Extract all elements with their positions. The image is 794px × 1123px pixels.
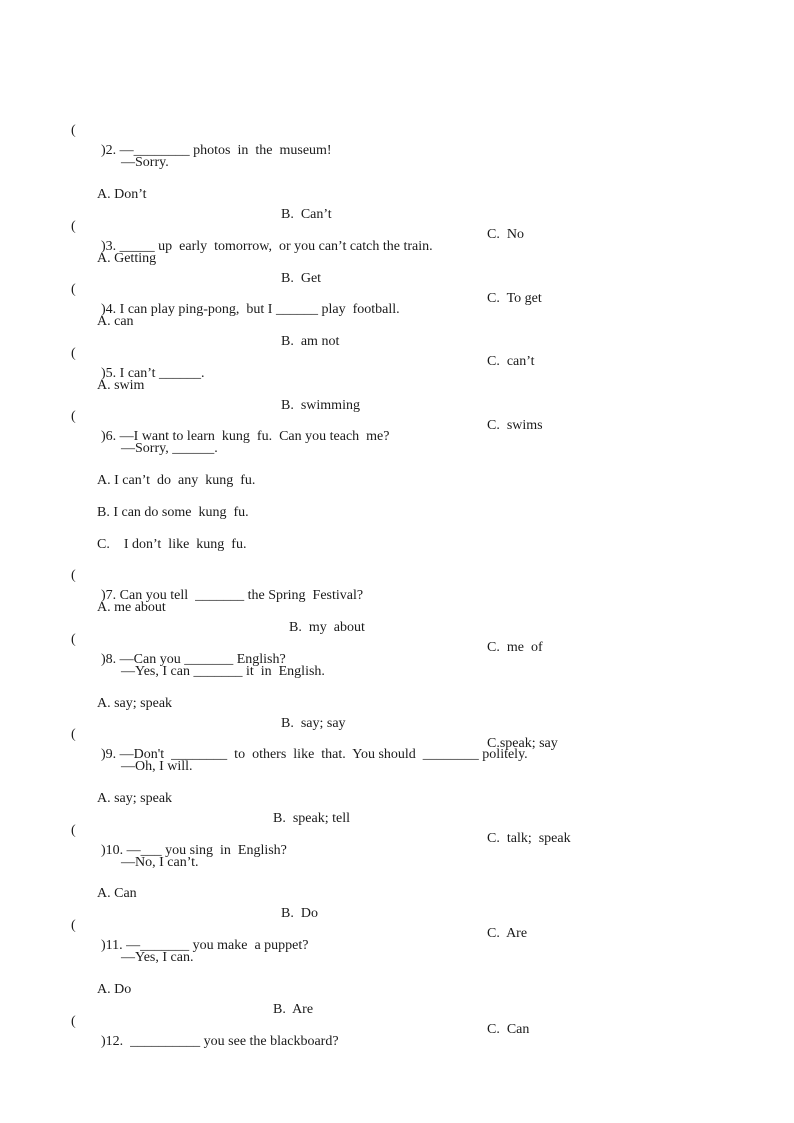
option-a: A. Getting: [97, 251, 157, 266]
answer-paren: (: [71, 918, 76, 933]
question-stem: )9. —Don't ________ to others like that. You should ________ politely.: [101, 747, 528, 762]
option-b: B. Get: [281, 271, 322, 286]
option-c: C.speak; say: [487, 736, 558, 751]
answer-paren: (: [71, 219, 76, 234]
option-c: C. Are: [487, 926, 528, 941]
option-a: A. say; speak: [97, 696, 173, 711]
question-8: [0, 610, 286, 667]
option-b: B. am not: [281, 334, 340, 349]
question-2-options: [0, 165, 524, 242]
question-7: [0, 546, 364, 603]
option-b: B. Are: [273, 1002, 314, 1017]
answer-paren: (: [71, 346, 76, 361]
question-6-option-c: [0, 515, 247, 552]
option-b: B. say; say: [281, 716, 346, 731]
question-2-reply: [0, 133, 169, 170]
question-10-options: [0, 864, 528, 941]
question-5: [0, 324, 205, 381]
question-stem: )2. —________ photos in the museum!: [101, 143, 332, 158]
option-b: B. swimming: [281, 398, 360, 413]
answer-paren: (: [71, 568, 76, 583]
dialogue-reply: —Sorry, ______.: [121, 441, 218, 456]
option-a: A. Can: [97, 886, 137, 901]
question-stem: )5. I can’t ______.: [101, 366, 205, 381]
dialogue-reply: —Oh, I will.: [121, 759, 193, 774]
answer-paren: (: [71, 632, 76, 647]
answer-paren: (: [71, 727, 76, 742]
question-11-reply: [0, 928, 194, 965]
option-b: B. Do: [281, 906, 318, 921]
option-c: C. can’t: [487, 354, 535, 369]
option-b: B. my about: [289, 620, 365, 635]
option-c: C. No: [487, 227, 524, 242]
dialogue-reply: —No, I can’t.: [121, 855, 199, 870]
question-stem: )8. —Can you _______ English?: [101, 652, 286, 667]
answer-paren: (: [71, 409, 76, 424]
question-6-reply: [0, 419, 218, 456]
option-c: C. Can: [487, 1022, 530, 1037]
question-stem: )12. __________ you see the blackboard?: [101, 1034, 339, 1049]
option-b: B. speak; tell: [273, 811, 350, 826]
question-stem: )10. —___ you sing in English?: [101, 843, 287, 858]
question-6-option-b: [0, 483, 249, 520]
question-11-options: [0, 960, 530, 1037]
question-9-options: [0, 769, 571, 846]
option-a: A. Don’t: [97, 187, 147, 202]
option-a: A. I can’t do any kung fu.: [97, 473, 256, 488]
answer-paren: (: [71, 1014, 76, 1029]
option-c: C. talk; speak: [487, 831, 571, 846]
dialogue-reply: —Yes, I can.: [121, 950, 194, 965]
dialogue-reply: —Yes, I can _______ it in English.: [121, 664, 325, 679]
option-a: A. can: [97, 314, 134, 329]
option-a: A. say; speak: [97, 791, 173, 806]
question-9-reply: [0, 737, 193, 774]
question-8-options: [0, 674, 558, 751]
question-stem: )6. —I want to learn kung fu. Can you teach me?: [101, 429, 390, 444]
answer-paren: (: [71, 282, 76, 297]
option-b: B. I can do some kung fu.: [97, 505, 249, 520]
answer-paren: (: [71, 823, 76, 838]
option-c: C. I don’t like kung fu.: [97, 537, 247, 552]
question-10: [0, 801, 287, 858]
option-a: A. swim: [97, 378, 145, 393]
dialogue-reply: —Sorry.: [121, 155, 169, 170]
option-c: C. me of: [487, 640, 543, 655]
answer-paren: (: [71, 123, 76, 138]
question-2: [0, 101, 332, 158]
option-c: C. swims: [487, 418, 543, 433]
question-stem: )11. —_______ you make a puppet?: [101, 938, 309, 953]
question-stem: )7. Can you tell _______ the Spring Festival?: [101, 588, 364, 603]
question-6-option-a: [0, 451, 256, 488]
option-a: A. me about: [97, 600, 166, 615]
question-stem: )4. I can play ping-pong, but I ______ play football.: [101, 302, 400, 317]
option-b: B. Can’t: [281, 207, 332, 222]
option-c: C. To get: [487, 291, 542, 306]
question-stem: )3. _____ up early tomorrow, or you can’t catch the train.: [101, 239, 433, 254]
option-a: A. Do: [97, 982, 132, 997]
